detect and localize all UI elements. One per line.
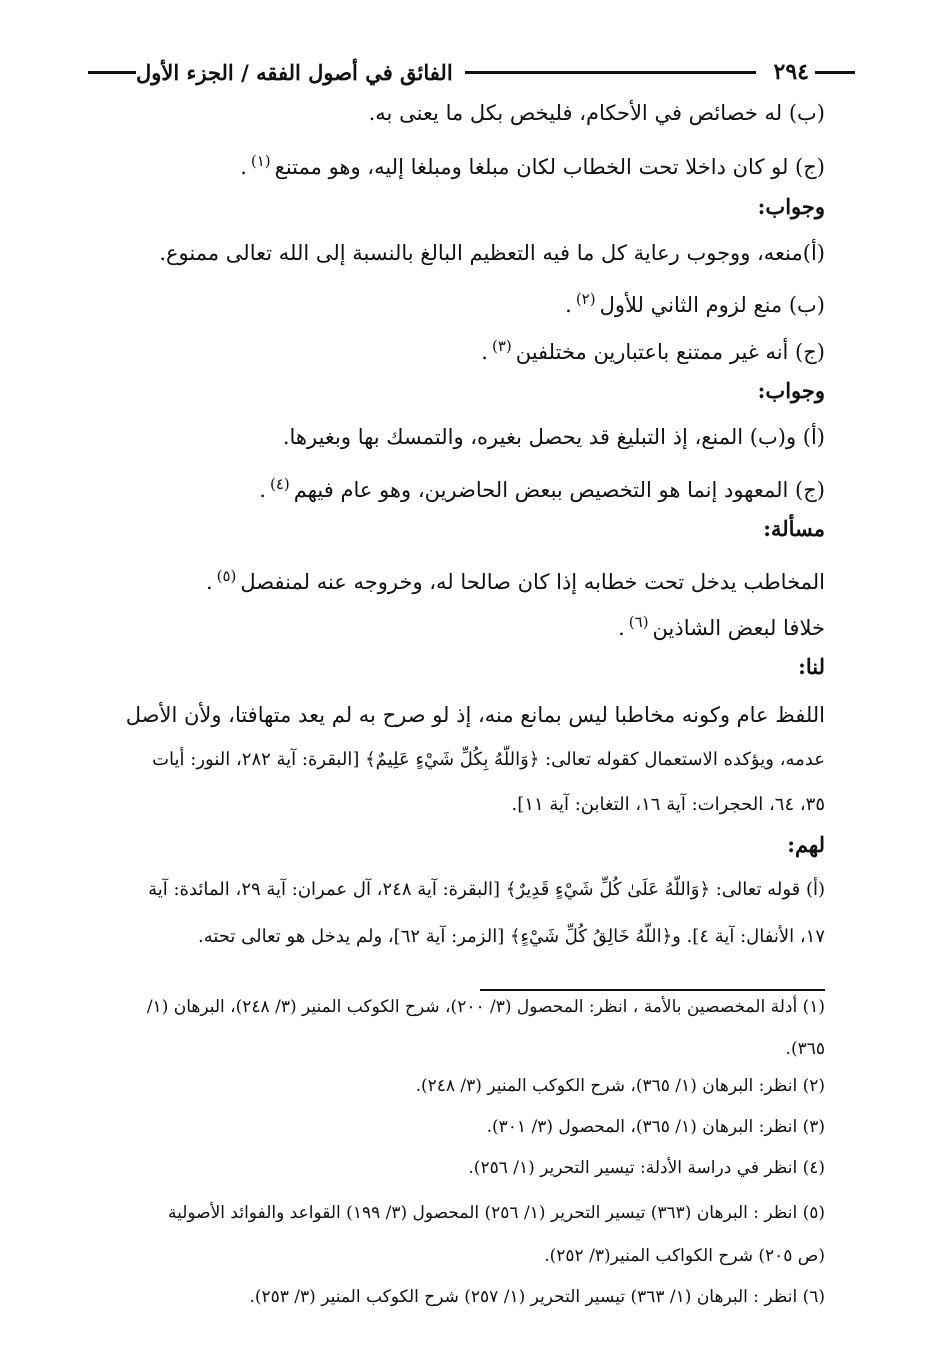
line-text: المخاطب يدخل تحت خطابه إذا كان صالحا له، وخروجه عنه لمنفصل [240, 570, 825, 594]
footnote: (٢) انظر: البرهان (١/ ٣٦٥)، شرح الكوكب المنير (٣/ ٢٤٨). [415, 1076, 825, 1096]
text-line: عدمه، ويؤكده الاستعمال كقوله تعالى: ﴿وَاللَّهُ بِكُلِّ شَيْءٍ عَلِيمٌ﴾ [البقرة: آية ٢٨٢، النور: أيات [152, 749, 825, 770]
footnote: (١) أدلة المخصصين بالأمة ، انظر: المحصول (٣/ ٢٠٠)، شرح الكوكب المنير (٣/ ٢٤٨)، البرهان (١/ [146, 997, 825, 1017]
footnote-separator [480, 989, 825, 991]
footnote-ref[interactable]: (٣) [491, 337, 512, 355]
footnote-ref[interactable]: (٥) [216, 567, 237, 585]
text-line: (أ)منعه، ووجوب رعاية كل ما فيه التعظيم البالغ بالنسبة إلى الله تعالى ممنوع. [159, 241, 825, 265]
text-line: (ج) المعهود إنما هو التخصيص ببعض الحاضرين، وهو عام فيهم$^{(٤)}$. [259, 475, 825, 502]
text-line: (ب) له خصائص في الأحكام، فليخص بكل ما يعنى به. [368, 101, 825, 125]
footnote-ref[interactable]: (٢) [575, 290, 596, 308]
section-heading: لهم: [787, 832, 825, 857]
footnote: (٥) انظر : البرهان (٣٦٣) تيسير التحرير (١/ ٢٥٦) المحصول (٣/ ١٩٩) القواعد والفوائد الأصولية [167, 1203, 825, 1223]
text-line: (ج) لو كان داخلا تحت الخطاب لكان مبلغا ومبلغا إليه، وهو ممتنع$^{(١)}$. [240, 152, 825, 179]
line-text: (ج) أنه غير ممتنع باعتبارين مختلفين [515, 340, 825, 364]
text-line: ٣٥، ٦٤، الحجرات: آية ١٦، التغابن: آية ١١]. [511, 794, 825, 815]
text-line: (ج) أنه غير ممتنع باعتبارين مختلفين$^{(٣)}$. [481, 337, 825, 364]
footnote: (٣) انظر: البرهان (١/ ٣٦٥)، المحصول (٣/ ٣٠١). [486, 1117, 825, 1137]
header-rule-middle [465, 71, 756, 74]
header-rule-left [88, 71, 136, 74]
text-line: خلافا لبعض الشاذين$^{(٦)}$. [618, 613, 825, 640]
footnote: (٤) انظر في دراسة الأدلة: تيسير التحرير (١/ ٢٥٦). [468, 1158, 825, 1178]
text-line: (أ) قوله تعالى: ﴿وَاللَّهُ عَلَىٰ كُلِّ شَيْءٍ قَدِيرٌ﴾ [البقرة: آية ٢٤٨، آل عمران: آية ٢٩، المائدة: آية [148, 879, 825, 900]
section-heading: وجواب: [757, 194, 825, 219]
text-line: ١٧، الأنفال: آية ٤]. و﴿اللَّهُ خَالِقُ كُلِّ شَيْءٍ﴾ [الزمر: آية ٦٢]، ولم يدخل هو تعالى تحته. [198, 926, 825, 947]
text-line: اللفظ عام وكونه مخاطبا ليس بمانع منه، إذ لو صرح به لم يعد متهافتا، ولأن الأصل [125, 703, 825, 727]
footnote: (٦) انظر : البرهان (١/ ٣٦٣) تيسير التحرير (١/ ٢٥٧) شرح الكوكب المنير (٣/ ٢٥٣). [249, 1287, 825, 1307]
line-text: خلافا لبعض الشاذين [652, 616, 825, 640]
text-line: (أ) و(ب) المنع، إذ التبليغ قد يحصل بغيره، والتمسك بها وبغيرها. [282, 425, 825, 449]
section-heading: لنا: [798, 654, 825, 679]
text-line: (ب) منع لزوم الثاني للأول$^{(٢)}$. [565, 290, 825, 317]
section-heading: وجواب: [757, 378, 825, 403]
line-text: (ج) المعهود إنما هو التخصيص ببعض الحاضرين، وهو عام فيهم [293, 478, 825, 502]
footnote: ٣٦٥). [785, 1039, 825, 1059]
running-title: الفائق في أصول الفقه / الجزء الأول [136, 59, 453, 85]
text-line: المخاطب يدخل تحت خطابه إذا كان صالحا له، وخروجه عنه لمنفصل$^{(٥)}$. [205, 567, 825, 594]
footnote: (ص ٢٠٥) شرح الكواكب المنير(٣/ ٢٥٢). [544, 1246, 825, 1266]
footnote-ref[interactable]: (١) [250, 152, 271, 170]
page-number: ٢٩٤ [773, 59, 809, 85]
footnote-ref[interactable]: (٦) [628, 613, 649, 631]
footnote-ref[interactable]: (٤) [269, 475, 290, 493]
line-text: (ب) منع لزوم الثاني للأول [599, 293, 825, 317]
header-rule-right [815, 71, 855, 74]
page-header [88, 54, 855, 90]
line-text: (ج) لو كان داخلا تحت الخطاب لكان مبلغا ومبلغا إليه، وهو ممتنع [274, 155, 825, 179]
section-heading: مسألة: [763, 516, 825, 541]
